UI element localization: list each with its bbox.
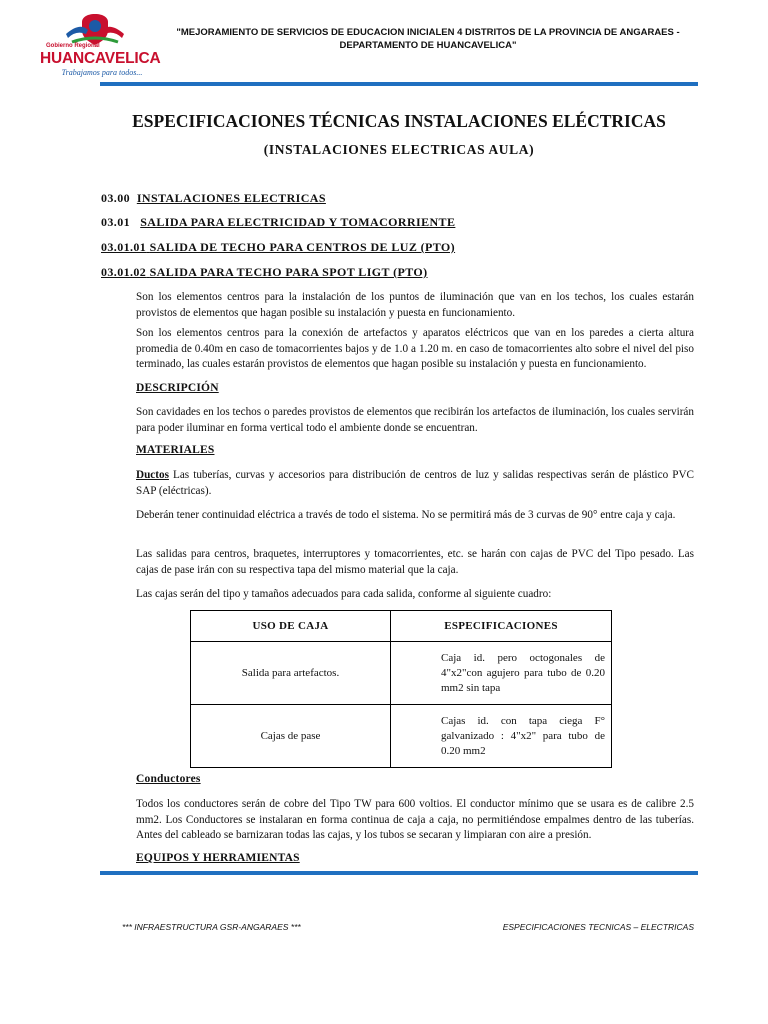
footer-left-text: *** INFRAESTRUCTURA GSR-ANGARAES ***	[122, 922, 301, 932]
logo-org-line: Gobierno Regional	[46, 43, 100, 49]
heading-03-01-01	[101, 240, 455, 255]
heading-03-00	[101, 191, 326, 206]
table-cell-uso: Salida para artefactos.	[191, 642, 391, 705]
ductos-label: Ductos	[136, 469, 169, 481]
equipos-heading: EQUIPOS Y HERRAMIENTAS	[136, 852, 300, 864]
paragraph-6: Las salidas para centros, braquetes, interruptores y tomacorrientes, etc. se harán con cajas de PVC del Tipo pesado. Las cajas de pase irán con su respectiva tapa del mismo material que la caja.	[136, 548, 694, 576]
table-cell-spec: Cajas id. con tapa ciega F° galvanizado : 4"x2" para tubo de 0.20 mm2	[391, 705, 612, 768]
column-header-especificaciones: ESPECIFICACIONES	[391, 611, 612, 642]
heading-03-01	[101, 215, 455, 230]
heading-text: SALIDA PARA TECHO PARA SPOT LIGT (PTO)	[149, 265, 428, 279]
paragraph-1: Son los elementos centros para la instalación de los puntos de iluminación que van en los techos, los cuales estarán provistos de elementos que hagan posible su instalación y puesta en funcionamiento.	[136, 291, 694, 319]
table-cell-uso: Cajas de pase	[191, 705, 391, 768]
heading-text: SALIDA PARA ELECTRICIDAD Y TOMACORRIENTE	[140, 215, 456, 229]
heading-number: 03.01.02	[101, 265, 147, 279]
huancavelica-logo	[40, 12, 161, 88]
heading-03-01-02	[101, 265, 428, 280]
conductores-heading: Conductores	[136, 773, 201, 785]
paragraph-5: Deberán tener continuidad eléctrica a través de todo el sistema. No se permitirá más de 3 curvas de 90° entre caja y caja.	[136, 509, 676, 521]
paragraph-3: Son cavidades en los techos o paredes provistos de elementos que recibirán los artefactos de iluminación, los cuales servirán para poder iluminar en forma vertical todo el ambiente donde se encuentran.	[136, 406, 694, 434]
caja-spec-table	[190, 610, 612, 768]
table-row	[191, 705, 612, 768]
document-title: ESPECIFICACIONES TÉCNICAS INSTALACIONES ELÉCTRICAS	[132, 111, 666, 131]
heading-number: 03.01.01	[101, 240, 147, 254]
paragraph-8: Todos los conductores serán de cobre del Tipo TW para 600 voltios. El conductor mínimo que se usara es de calibre 2.5 mm2. Los Conductores se instalaran en forma continua de caja a caja, no permitiéndose empalmes dentro de las tuberías. Antes del cableado se barnizaran todas las cajas, y los tubos se secaran y limpiaran con aire a presión.	[136, 798, 694, 841]
document-subtitle: (INSTALACIONES ELECTRICAS AULA)	[263, 142, 535, 157]
logo-name: HUANCAVELICA	[40, 50, 161, 67]
heading-number: 03.01	[101, 215, 130, 229]
footer-rule	[100, 871, 698, 875]
logo-tagline: Trabajamos para todos...	[61, 68, 143, 77]
table-header-row	[191, 611, 612, 642]
paragraph-2: Son los elementos centros para la conexión de artefactos y aparatos eléctricos que van en los paredes a cierta altura promedia de 0.40m en caso de tomacorrientes bajos y de 1.0 a 1.20 m. en caso de tomacorrientes alto sobre el nivel del piso terminado, las cuales estarán provistos de elementos que hagan posible su instalación y puesta en funcionamiento.	[136, 327, 694, 370]
heading-number: 03.00	[101, 191, 130, 205]
footer-right-text: ESPECIFICACIONES TECNICAS – ELECTRICAS	[502, 922, 694, 932]
descripcion-heading: DESCRIPCIÓN	[136, 382, 219, 394]
paragraph-7: Las cajas serán del tipo y tamaños adecuados para cada salida, conforme al siguiente cuadro:	[136, 588, 552, 600]
heading-text: SALIDA DE TECHO PARA CENTROS DE LUZ (PTO)	[149, 240, 456, 254]
table-cell-spec: Caja id. pero octogonales de 4"x2"con agujero para tubo de 0.20 mm2 sin tapa	[391, 642, 612, 705]
paragraph-4	[136, 468, 694, 499]
table-row	[191, 642, 612, 705]
project-title: "MEJORAMIENTO DE SERVICIOS DE EDUCACION INICIALEN 4 DISTRITOS DE LA PROVINCIA DE ANGARAES - DEPARTAMENTO DE HUANCAVELICA"	[176, 27, 680, 51]
heading-text: INSTALACIONES ELECTRICAS	[136, 191, 326, 205]
materiales-heading: MATERIALES	[136, 444, 215, 456]
column-header-uso: USO DE CAJA	[191, 611, 391, 642]
header-rule	[100, 82, 698, 86]
ductos-text: Las tuberías, curvas y accesorios para distribución de centros de luz y salidas respectivas serán de plástico PVC SAP (eléctricas).	[136, 469, 694, 497]
